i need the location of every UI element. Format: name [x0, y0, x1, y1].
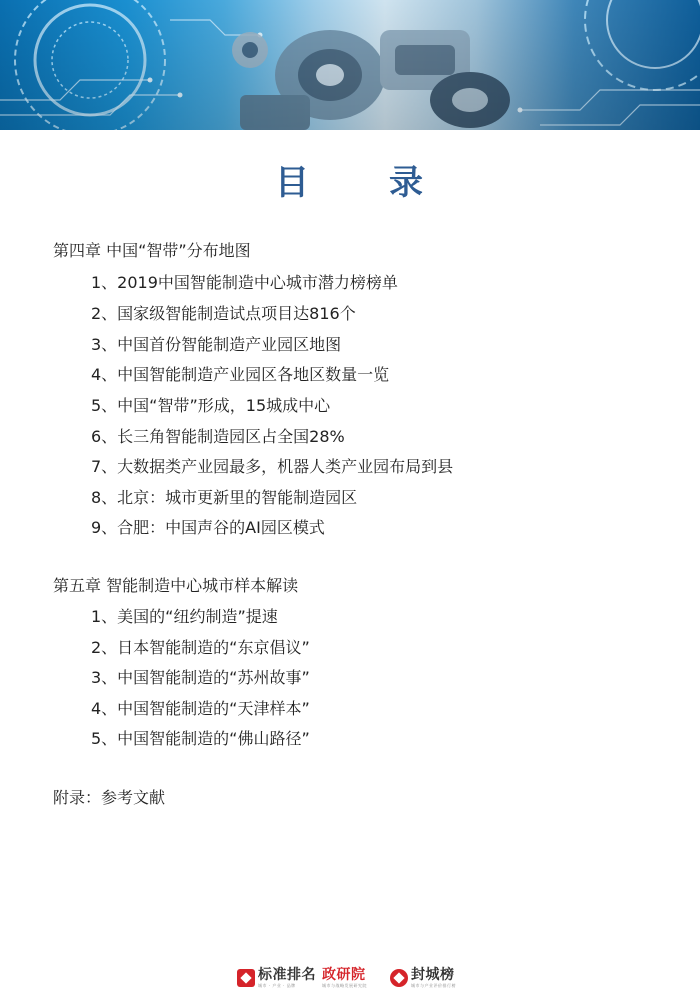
logo-ranking — [237, 966, 316, 990]
header-banner-image — [0, 0, 700, 130]
toc-item: 5、中国“智带”形成，15城成中心 — [91, 396, 331, 415]
toc-item: 1、美国的“纽约制造”提速 — [91, 607, 278, 626]
chapter-5-heading: 第五章 智能制造中心城市样本解读 — [53, 576, 299, 595]
toc-item: 3、中国智能制造的“苏州故事” — [91, 668, 310, 687]
ranking-logo-icon — [237, 969, 255, 987]
circuit-pattern-graphic — [0, 0, 700, 130]
toc-item: 5、中国智能制造的“佛山路径” — [91, 729, 310, 748]
logo-research-institute — [322, 966, 367, 990]
toc-item: 4、中国智能制造的“天津样本” — [91, 699, 310, 718]
logo-research-subtext: 城市与战略发展研究院 — [322, 983, 367, 988]
toc-item: 8、北京：城市更新里的智能制造园区 — [91, 488, 358, 507]
footer-logos — [0, 966, 700, 994]
chapter-4-heading: 第四章 中国“智带”分布地图 — [53, 241, 251, 260]
toc-item: 3、中国首份智能制造产业园区地图 — [91, 335, 342, 354]
page-title — [0, 155, 700, 204]
toc-item: 9、合肥：中国声谷的AI园区模式 — [91, 518, 325, 537]
toc-item: 4、中国智能制造产业园区各地区数量一览 — [91, 365, 390, 384]
toc-item: 1、2019中国智能制造中心城市潜力榜榜单 — [91, 273, 398, 292]
toc-item: 2、国家级智能制造试点项目达816个 — [91, 304, 356, 323]
toc-item: 2、日本智能制造的“东京倡议” — [91, 638, 310, 657]
logo-research-text: 政研院 — [322, 967, 366, 983]
title-char-2: 录 — [389, 163, 425, 203]
toc-item: 7、大数据类产业园最多，机器人类产业园布局到县 — [91, 457, 454, 476]
appendix-heading: 附录：参考文献 — [53, 788, 166, 807]
logo-ranking-text: 标准排名 — [258, 967, 316, 983]
logo-ranking-subtext: 城市 · 产业 · 品牌 — [258, 983, 296, 988]
title-char-1: 目 — [275, 163, 311, 203]
city-ranking-logo-icon — [390, 969, 408, 987]
logo-city-ranking-subtext: 城市与产业评价排行榜 — [411, 983, 456, 988]
logo-city-ranking — [390, 966, 456, 990]
toc-item: 6、长三角智能制造园区占全国28% — [91, 427, 345, 446]
logo-city-ranking-text: 封城榜 — [411, 967, 455, 983]
